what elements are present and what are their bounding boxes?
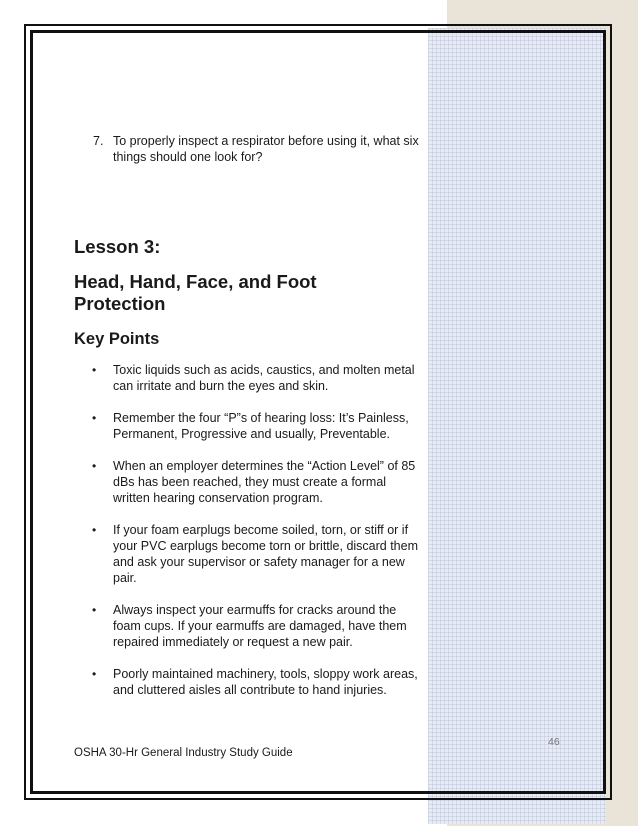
list-item xyxy=(92,666,422,698)
list-item xyxy=(92,602,422,650)
list-item-text: Remember the four “P”s of hearing loss: It’s Painless, Permanent, Progressive and usually, Preventable. xyxy=(113,411,409,441)
list-item-text: Always inspect your earmuffs for cracks around the foam cups. If your earmuffs are damaged, have them repaired immediately or request a new pair. xyxy=(113,603,407,649)
bullet-icon: • xyxy=(92,603,97,617)
question-item xyxy=(93,133,423,165)
bullet-icon: • xyxy=(92,459,97,473)
list-item xyxy=(92,410,422,442)
list-item-text: If your foam earplugs become soiled, torn, or stiff or if your PVC earplugs become torn or brittle, discard them and ask your supervisor or safety manager for a new pair. xyxy=(113,523,418,585)
question-number: 7. xyxy=(93,134,104,148)
key-points-list xyxy=(92,362,422,714)
footer-text: OSHA 30-Hr General Industry Study Guide xyxy=(74,747,293,759)
list-item-text: Poorly maintained machinery, tools, sloppy work areas, and cluttered aisles all contribute to hand injuries. xyxy=(113,667,418,697)
question-text: To properly inspect a respirator before using it, what six things should one look for? xyxy=(113,134,419,164)
list-item xyxy=(92,522,422,586)
lesson-title: Lesson 3: xyxy=(74,236,161,257)
lesson-subtitle: Head, Hand, Face, and Foot Protection xyxy=(74,271,317,314)
bullet-icon: • xyxy=(92,363,97,377)
bullet-icon: • xyxy=(92,667,97,681)
key-points-heading: Key Points xyxy=(74,330,160,348)
bullet-icon: • xyxy=(92,523,97,537)
page-number: 46 xyxy=(548,736,560,748)
bullet-icon: • xyxy=(92,411,97,425)
list-item xyxy=(92,362,422,394)
list-item xyxy=(92,458,422,506)
list-item-text: When an employer determines the “Action Level” of 85 dBs has been reached, they must create a formal written hearing conservation program. xyxy=(113,459,416,505)
list-item-text: Toxic liquids such as acids, caustics, and molten metal can irritate and burn the eyes and skin. xyxy=(113,363,415,393)
